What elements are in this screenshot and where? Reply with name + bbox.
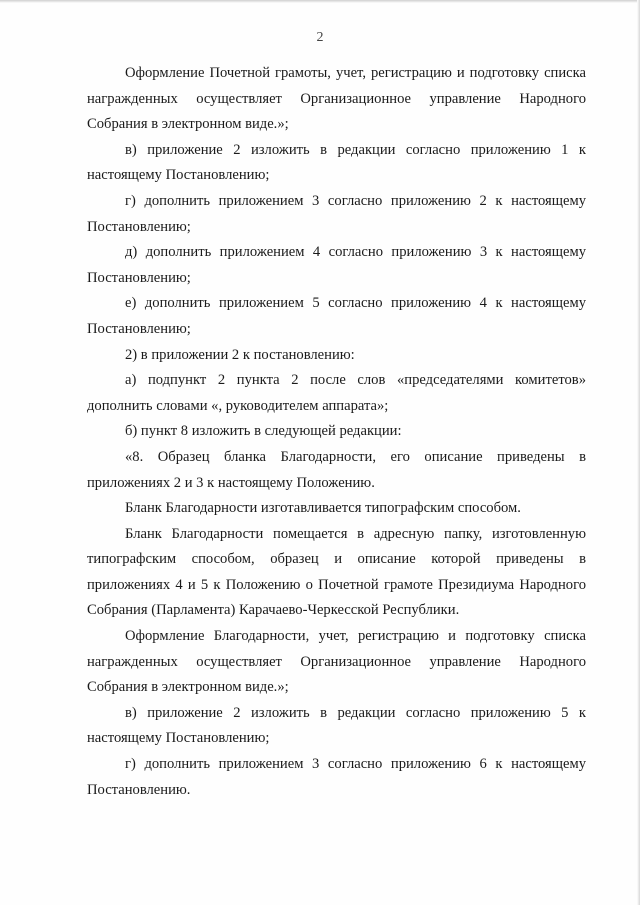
paragraph: Бланк Благодарности изготавливается типографским способом.: [125, 500, 521, 517]
paragraph: г) дополнить приложением 3 согласно приложению 6 к настоящему Постановлению.: [87, 756, 586, 798]
scan-edge-top: [0, 0, 640, 3]
paragraph: Оформление Почетной грамоты, учет, регистрацию и подготовку списка награжденных осуществляет Организационное управление Народного Собрания в электронном виде.»;: [87, 65, 586, 133]
paragraph: д) дополнить приложением 4 согласно приложению 3 к настоящему Постановлению;: [87, 244, 586, 286]
paragraph: 2) в приложении 2 к постановлению:: [125, 346, 355, 363]
paragraph: в) приложение 2 изложить в редакции согласно приложению 1 к настоящему Постановлению;: [87, 141, 586, 184]
paragraph: Бланк Благодарности помещается в адресную папку, изготовленную типографским способом, образец и описание которой приведены в приложениях 4 и 5 к Положению о Почетной грамоте Президиума Народного Собрания (Парламента) Карачаево-Черкесской Республики.: [87, 525, 586, 619]
paragraph: Оформление Благодарности, учет, регистрацию и подготовку списка награжденных осуществляет Организационное управление Народного Собрания в электронном виде.»;: [87, 628, 586, 696]
paragraph: г) дополнить приложением 3 согласно приложению 2 к настоящему Постановлению;: [87, 192, 586, 235]
page-number: 2: [316, 30, 324, 45]
paragraph: в) приложение 2 изложить в редакции согласно приложению 5 к настоящему Постановлению;: [87, 704, 586, 747]
document-body: [87, 61, 586, 803]
paragraph: б) пункт 8 изложить в следующей редакции:: [125, 423, 402, 440]
paragraph: «8. Образец бланка Благодарности, его описание приведены в приложениях 2 и 3 к настоящему Положению.: [87, 448, 586, 491]
paragraph: а) подпункт 2 пункта 2 после слов «председателями комитетов» дополнить словами «, руководителем аппарата»;: [87, 372, 586, 414]
paragraph: е) дополнить приложением 5 согласно приложению 4 к настоящему Постановлению;: [87, 295, 586, 337]
